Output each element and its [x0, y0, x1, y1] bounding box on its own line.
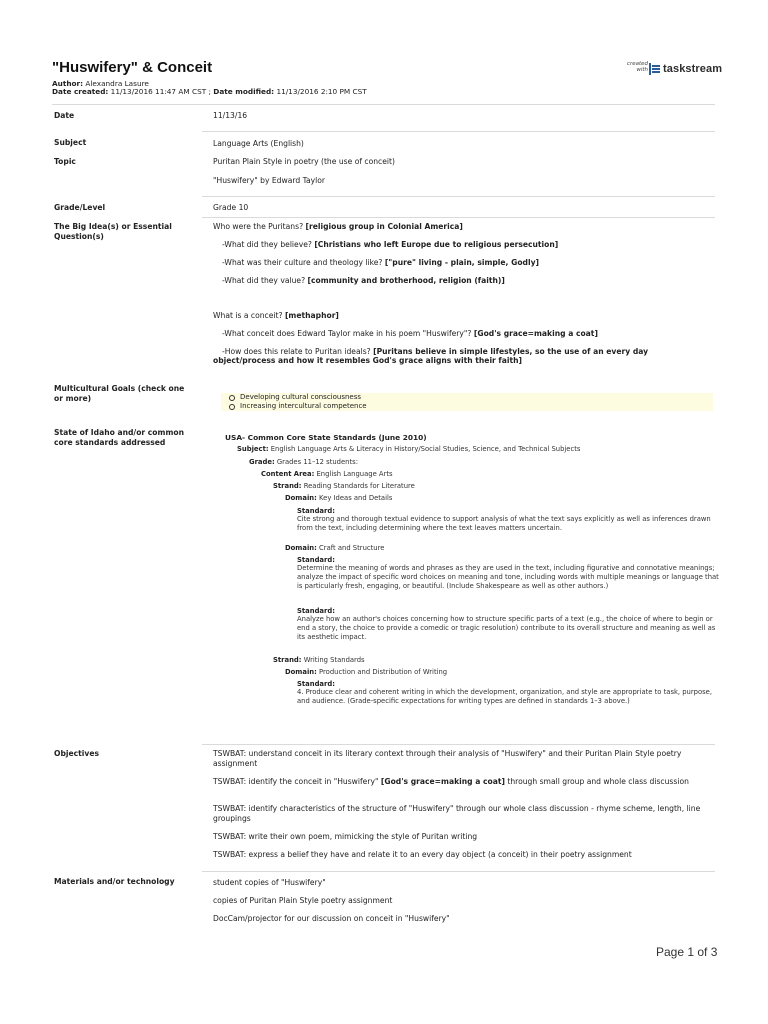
section-divider	[202, 131, 715, 132]
materials-item: DocCam/projector for our discussion on conceit in "Huswifery"	[213, 914, 450, 923]
objective-item: TSWBAT: identify characteristics of the structure of "Huswifery" through our whole class discussion - rhyme scheme, length, line groupings	[213, 804, 701, 823]
standards-domain: Domain: Craft and Structure	[285, 544, 385, 552]
big-idea-question-5: What is a conceit? [methaphor]	[213, 311, 339, 320]
standards-domain: Domain: Production and Distribution of Writing	[285, 668, 448, 676]
standard-label: Standard:	[297, 680, 335, 688]
standards-heading: USA- Common Core State Standards (June 2010)	[225, 433, 427, 442]
big-idea-question-1: Who were the Puritans? [religious group in Colonial America]	[213, 222, 463, 231]
section-divider	[202, 217, 715, 218]
radio-icon[interactable]	[229, 404, 235, 410]
big-idea-question-7: -How does this relate to Puritan ideals? [Puritans believe in simple lifestyles, so the use of an every day	[222, 347, 649, 356]
materials-item: student copies of "Huswifery"	[213, 878, 326, 887]
goal-option-label: Developing cultural consciousness	[240, 393, 362, 401]
standards-strand: Strand: Reading Standards for Literature	[273, 482, 415, 490]
radio-icon[interactable]	[229, 395, 235, 401]
big-idea-question-6: -What conceit does Edward Taylor make in his poem "Huswifery"? [God's grace=making a coat]	[222, 329, 598, 338]
section-divider	[202, 196, 715, 197]
author-name: Alexandra Lasure	[85, 79, 149, 88]
materials-item: copies of Puritan Plain Style poetry assignment	[213, 896, 393, 905]
standards-subject: Subject: English Language Arts & Literacy in History/Social Studies, Science, and Technical Subjects	[237, 445, 581, 453]
standards-strand: Strand: Writing Standards	[273, 656, 365, 664]
standard-label: Standard:	[297, 556, 335, 564]
topic-label: Topic	[54, 157, 76, 166]
topic-line-2: "Huswifery" by Edward Taylor	[213, 176, 325, 185]
date-modified-value: 11/13/2016 2:10 PM CST	[276, 87, 367, 96]
author-label: Author:	[52, 79, 84, 88]
objectives-label: Objectives	[54, 749, 99, 758]
standard-label: Standard:	[297, 607, 335, 615]
taskstream-logo-icon	[649, 63, 660, 75]
big-idea-question-3: -What was their culture and theology like? ["pure" living - plain, simple, Godly]	[222, 258, 539, 267]
standards-grade: Grade: Grades 11–12 students:	[249, 458, 358, 466]
objective-item: TSWBAT: understand conceit in its literary context through their analysis of "Huswifery" and their Puritan Plain Style poetry assignment	[213, 749, 682, 768]
big-idea-question-7-cont: object/process and how it resembles God's grace aligns with their faith]	[213, 356, 522, 365]
page-number: Page 1 of 3	[656, 945, 718, 959]
topic-line-1: Puritan Plain Style in poetry (the use of conceit)	[213, 157, 395, 166]
document-title: "Huswifery" & Conceit	[52, 59, 213, 76]
date-label: Date	[54, 111, 75, 120]
section-divider	[202, 871, 715, 872]
subject-label: Subject	[54, 138, 87, 147]
date-created-value: 11/13/2016 11:47 AM CST	[110, 87, 207, 96]
grade-label: Grade/Level	[54, 203, 106, 212]
standard-label: Standard:	[297, 507, 335, 515]
taskstream-logo	[622, 60, 722, 80]
goal-option-label: Increasing intercultural competence	[240, 402, 367, 410]
multicultural-label: Multicultural Goals (check one or more)	[54, 384, 185, 403]
logo-created-with: created with	[626, 61, 648, 73]
standards-content-area: Content Area: English Language Arts	[261, 470, 393, 478]
section-divider	[202, 744, 715, 745]
date-value: 11/13/16	[213, 111, 248, 120]
standards-domain: Domain: Key Ideas and Details	[285, 494, 393, 502]
subject-value: Language Arts (English)	[213, 139, 304, 148]
logo-brand-name: taskstream	[663, 63, 723, 75]
big-idea-label: The Big Idea(s) or Essential Question(s)	[54, 222, 172, 241]
dates-line	[52, 87, 367, 97]
grade-value: Grade 10	[213, 203, 249, 212]
materials-label: Materials and/or technology	[54, 877, 175, 886]
standard-text: Cite strong and thorough textual evidence to support analysis of what the text says explicitly as well as inferences drawn from the text, including determining where the text leaves matters uncertain.	[297, 515, 711, 532]
standard-text: Analyze how an author's choices concerning how to structure specific parts of a text (e.g., the choice of where to begin or end a story, the choice to provide a comedic or tragic resolution) contribute to its overall structure and meaning as well as its aesthetic impact.	[297, 615, 716, 641]
standards-label: State of Idaho and/or common core standards addressed	[54, 428, 184, 447]
big-idea-question-4: -What did they value? [community and brotherhood, religion (faith)]	[222, 276, 505, 285]
big-idea-question-2: -What did they believe? [Christians who left Europe due to religious persecution]	[222, 240, 559, 249]
date-separator: ;	[206, 87, 214, 96]
objective-item: TSWBAT: write their own poem, mimicking the style of Puritan writing	[213, 832, 478, 841]
objective-item: TSWBAT: express a belief they have and relate it to an every day object (a conceit) in their poetry assignment	[213, 850, 632, 859]
objective-item: TSWBAT: identify the conceit in "Huswifery" [God's grace=making a coat] through small group and whole class discussion	[213, 777, 689, 786]
section-divider	[52, 104, 715, 105]
standard-text: 4. Produce clear and coherent writing in which the development, organization, and style are appropriate to task, purpose, and audience. (Grade-specific expectations for writing types are defined in standards 1–3 above.)	[297, 688, 713, 705]
standard-text: Determine the meaning of words and phrases as they are used in the text, including figurative and connotative meanings; analyze the impact of specific word choices on meaning and tone, including words with multiple meanings or language that is particularly fresh, engaging, or beautiful. (Include Shakespeare as well as other authors.)	[297, 564, 719, 590]
date-modified-label: Date modified:	[213, 87, 275, 96]
date-created-label: Date created:	[52, 87, 109, 96]
